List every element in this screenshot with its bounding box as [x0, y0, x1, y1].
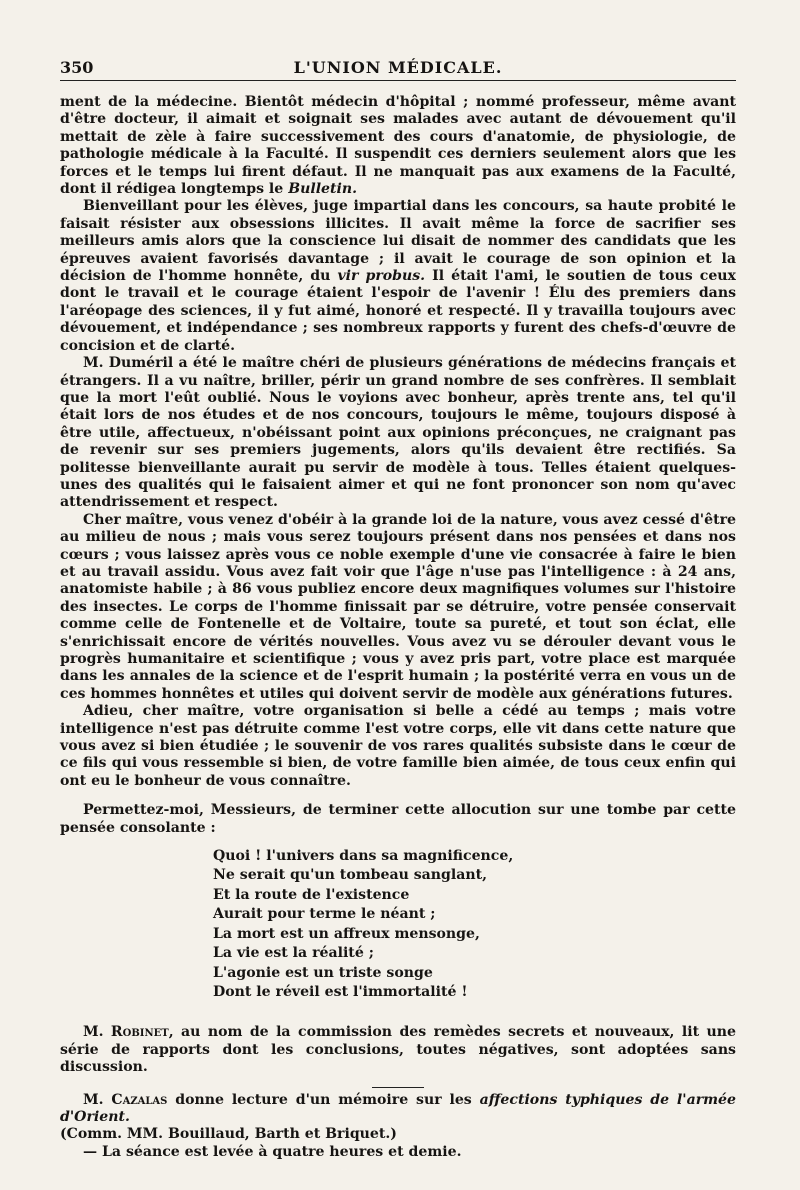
paragraph-4: Cher maître, vous venez d'obéir à la grande loi de la nature, vous avez cessé d'être au milieu de nous ; mais vous serez toujours présent dans nos pensées et dans nos cœurs ; vous laissez après vous ce noble exemple d'une vie consacrée à faire le bien et au travail assidu. Vous avez fait voir que l'âge n'use pas l'intelligence : à 24 ans, anatomiste habile ; à 86 vous publiez encore deux magnifiques volumes sur l'histoire des insectes. Le corps de l'homme finissait par se détruire, votre pensée conservait comme celle de Fontenelle et de Voltaire, toute sa pureté, et tout son éclat, elle s'enrichissait encore de vérités nouvelles. Vous avez vu se dérouler devant vous le progrès humanitaire et scientifique ; vous y avez pris part, votre place est marquée dans les annales de la science et de l'esprit humain ; la postérité verra en vous un de ces hommes honnêtes et utiles qui doivent servir de modèle aux générations futures. [60, 511, 736, 702]
poem [213, 847, 736, 1002]
memoir-title: affections typhiques de l'armée d'Orient. [60, 1091, 736, 1125]
speaker-cazalas: M. Cazalas [83, 1091, 168, 1108]
page-number: 350 [60, 58, 94, 77]
poem-line: Dont le réveil est l'immortalité ! [213, 983, 468, 1000]
poem-line: La mort est un affreux mensonge, [213, 925, 480, 942]
page-header [60, 58, 736, 80]
section-separator [372, 1087, 424, 1088]
paragraph-6: Permettez-moi, Messieurs, de terminer cette allocution sur une tombe par cette pensée consolante : [60, 802, 736, 836]
bulletin-title: Bulletin. [288, 181, 358, 198]
commission-line: (Comm. MM. Bouillaud, Barth et Briquet.) [60, 1126, 397, 1143]
vir-probus: vir probus. [337, 268, 426, 285]
header-rule [60, 80, 736, 81]
paragraph-1: ment de la médecine. Bientôt médecin d'hôpital ; nommé professeur, même avant d'être docteur, il aimait et soignait ses malades avec autant de dévouement qu'il mettait de zèle à faire successivement des cours d'anatomie, de physiologie, de pathologie médicale à la Faculté. Il suspendit ces derniers seulement alors que les forces et le temps lui firent défaut. Il ne manquait pas aux examens de la Faculté, dont il rédigea longtemps le Bulletin. [60, 94, 736, 198]
poem-line: Et la route de l'existence [213, 886, 410, 903]
running-head: L'UNION MÉDICALE. [293, 58, 503, 77]
cazalas-paragraph: M. Cazalas donne lecture d'un mémoire sur les affections typhiques de l'armée d'Orient. [60, 1091, 736, 1125]
paragraph-5: Adieu, cher maître, votre organisation si belle a cédé au temps ; mais votre intelligence n'est pas détruite comme l'est votre corps, elle vit dans cette nature que vous avez si bien étudiée ; le souvenir de vos rares qualités subsiste dans le cœur de ce fils qui vous ressemble si bien, de votre famille bien aimée, de tous ceux enfin qui ont eu le bonheur de vous connaître. [60, 703, 736, 789]
closing-line: — La séance est levée à quatre heures et demie. [83, 1143, 462, 1160]
article-body [60, 94, 736, 1161]
poem-line: Ne serait qu'un tombeau sanglant, [213, 867, 488, 884]
speaker-robinet: M. Robinet [83, 1024, 169, 1041]
poem-line: Aurait pour terme le néant ; [213, 906, 436, 923]
paragraph-2: Bienveillant pour les élèves, juge impartial dans les concours, sa haute probité le faisait résister aux obsessions illicites. Il avait même la force de sacrifier ses meilleurs amis alors que la conscience lui disait de nommer des candidats que les épreuves avaient favorisés davantage ; il avait le courage de son opinion et la décision de l'homme honnête, du vir probus. Il était l'ami, le soutien de tous ceux dont le travail et le courage étaient l'espoir de l'avenir ! Élu des premiers dans l'aréopage des sciences, il y fut aimé, honoré et respecté. Il y travailla toujours avec dévouement, et indépendance ; ses nombreux rapports y furent des chefs-d'œuvre de concision et de clarté. [60, 198, 736, 354]
robinet-paragraph: M. Robinet, au nom de la commission des remèdes secrets et nouveaux, lit une série de rapports dont les conclusions, toutes négatives, sont adoptées sans discussion. [60, 1024, 736, 1076]
poem-line: La vie est la réalité ; [213, 945, 374, 962]
poem-line: Quoi ! l'univers dans sa magnificence, [213, 848, 514, 865]
poem-line: L'agonie est un triste songe [213, 964, 433, 981]
paragraph-3: M. Duméril a été le maître chéri de plusieurs générations de médecins français et étrangers. Il a vu naître, briller, périr un grand nombre de ses confrères. Il semblait que la mort l'eût oublié. Nous le voyions avec bonheur, après trente ans, tel qu'il était lors de nos études et de nos concours, toujours le même, toujours disposé à être utile, affectueux, n'obéissant point aux opinions préconçues, ne craignant pas de revenir sur ses premiers jugements, alors qu'ils devaient être rectifiés. Sa politesse bienveillante aurait pu servir de modèle à tous. Telles étaient quelques-unes des qualités qui le faisaient aimer et qui ne font prononcer son nom qu'avec attendrissement et respect. [60, 355, 736, 511]
